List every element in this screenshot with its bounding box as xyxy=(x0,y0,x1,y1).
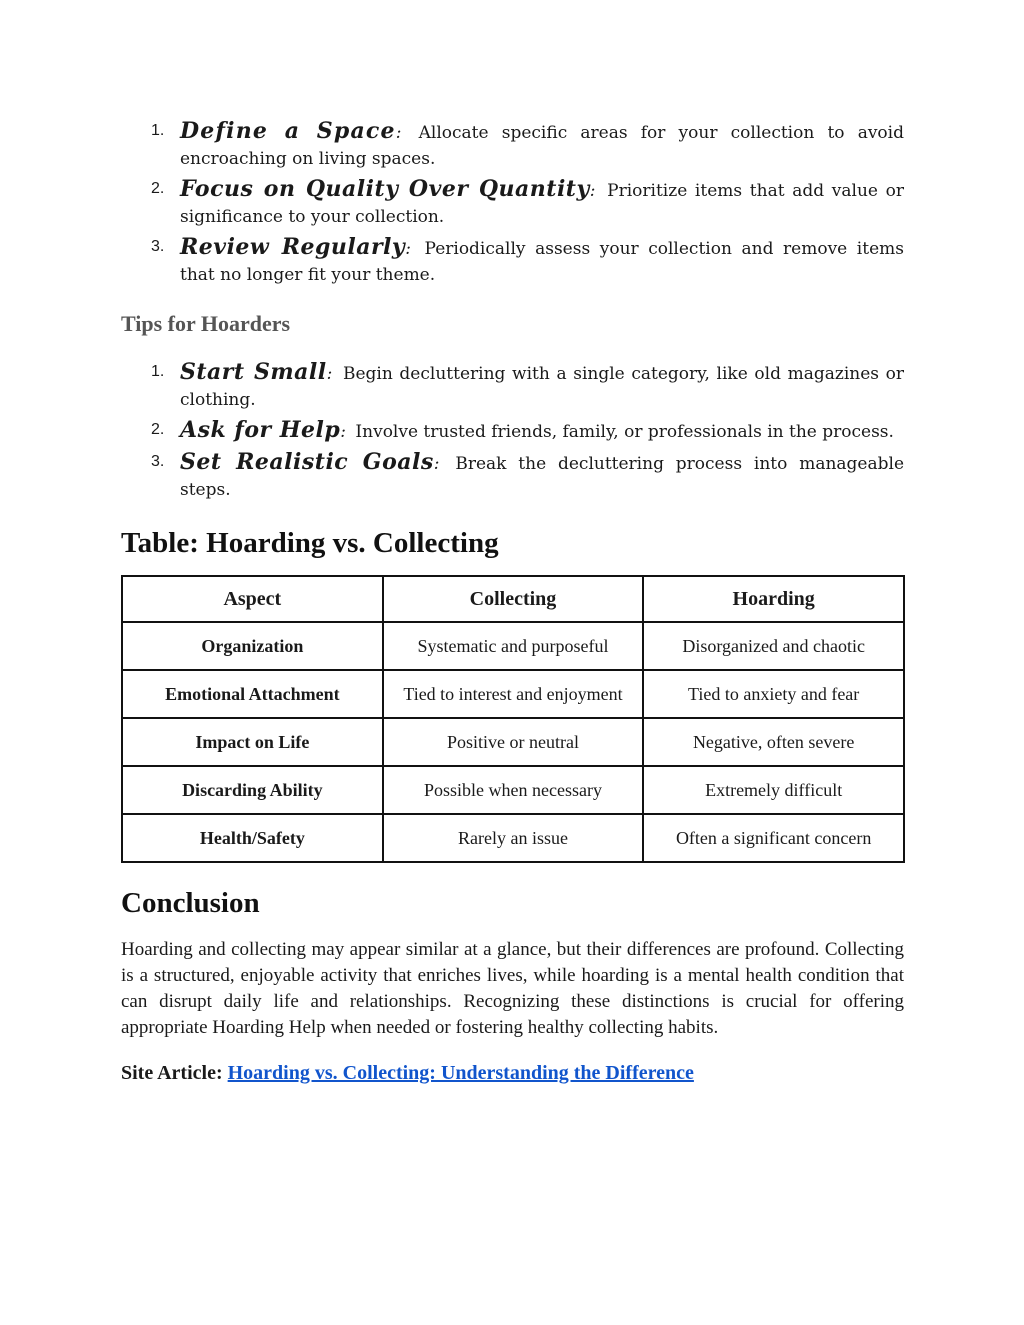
table-cell-hoarding: Negative, often severe xyxy=(643,718,904,766)
tip-text: Begin decluttering with a single category, like old magazines or clothing. xyxy=(180,364,904,410)
tip-text: Break the decluttering process into manageable steps. xyxy=(180,454,904,500)
table-cell-collecting: Systematic and purposeful xyxy=(383,622,644,670)
table-cell-aspect: Impact on Life xyxy=(122,718,383,766)
tip-term: Define a Space xyxy=(180,118,396,144)
site-article-link[interactable]: Hoarding vs. Collecting: Understanding the Difference xyxy=(227,1062,694,1084)
list-item xyxy=(121,176,904,230)
table-cell-aspect: Organization xyxy=(122,622,383,670)
tip-text: Prioritize items that add value or significance to your collection. xyxy=(180,181,905,227)
table-cell-hoarding: Disorganized and chaotic xyxy=(643,622,904,670)
column-header-aspect: Aspect xyxy=(122,576,383,622)
tip-term: Start Small xyxy=(180,359,327,385)
table-cell-collecting: Tied to interest and enjoyment xyxy=(383,670,644,718)
list-number: 3. xyxy=(151,453,165,470)
table-cell-hoarding: Extremely difficult xyxy=(643,766,904,814)
table-cell-aspect: Health/Safety xyxy=(122,814,383,862)
list-number: 2. xyxy=(151,180,165,197)
tip-term: Ask for Help xyxy=(180,417,341,443)
tip-text: Allocate specific areas for your collection to avoid encroaching on living spaces. xyxy=(180,123,904,169)
tip-colon: : xyxy=(340,422,347,442)
table-header-row xyxy=(122,576,904,622)
tip-term: Review Regularly xyxy=(180,234,406,260)
document-page xyxy=(121,118,904,1085)
list-number: 1. xyxy=(151,122,165,139)
table-cell-collecting: Rarely an issue xyxy=(383,814,644,862)
list-number: 1. xyxy=(151,363,165,380)
table-row xyxy=(122,766,904,814)
site-article-line xyxy=(121,1062,904,1085)
hoarder-tips-list xyxy=(121,359,904,503)
table-row xyxy=(122,718,904,766)
table-cell-aspect: Emotional Attachment xyxy=(122,670,383,718)
tip-term: Set Realistic Goals xyxy=(180,449,434,475)
table-row xyxy=(122,670,904,718)
tip-colon: : xyxy=(395,123,402,143)
tip-term: Focus on Quality Over Quantity xyxy=(180,176,590,202)
table-heading: Table: Hoarding vs. Collecting xyxy=(121,527,499,559)
conclusion-heading: Conclusion xyxy=(121,887,260,919)
column-header-collecting: Collecting xyxy=(383,576,644,622)
collector-tips-list xyxy=(121,118,904,288)
list-item xyxy=(121,359,904,413)
tip-colon: : xyxy=(405,239,411,259)
site-article-label: Site Article: xyxy=(121,1062,223,1084)
tip-colon: : xyxy=(326,364,333,384)
table-row xyxy=(122,814,904,862)
table-row xyxy=(122,622,904,670)
tip-colon: : xyxy=(589,181,596,201)
table-cell-hoarding: Often a significant concern xyxy=(643,814,904,862)
list-item xyxy=(121,449,904,503)
tip-text: Involve trusted friends, family, or professionals in the process. xyxy=(355,422,894,442)
list-item xyxy=(121,417,904,445)
table-cell-collecting: Positive or neutral xyxy=(383,718,644,766)
tip-colon: : xyxy=(433,454,440,474)
table-cell-collecting: Possible when necessary xyxy=(383,766,644,814)
tip-text: Periodically assess your collection and remove items that no longer fit your theme. xyxy=(180,239,904,285)
table-cell-hoarding: Tied to anxiety and fear xyxy=(643,670,904,718)
column-header-hoarding: Hoarding xyxy=(643,576,904,622)
conclusion-paragraph: Hoarding and collecting may appear similar at a glance, but their differences are profound. Collecting is a structured, enjoyable activity that enriches lives, while hoarding is a mental health condition that can disrupt daily life and relationships. Recognizing these distinctions is crucial for offering appropriate Hoarding Help when needed or fostering healthy collecting habits. xyxy=(121,939,904,1038)
hoarder-tips-heading: Tips for Hoarders xyxy=(121,311,291,336)
table-cell-aspect: Discarding Ability xyxy=(122,766,383,814)
comparison-table xyxy=(121,575,905,863)
list-item xyxy=(121,118,904,172)
list-number: 3. xyxy=(151,238,165,255)
list-item xyxy=(121,234,904,288)
list-number: 2. xyxy=(151,421,165,438)
